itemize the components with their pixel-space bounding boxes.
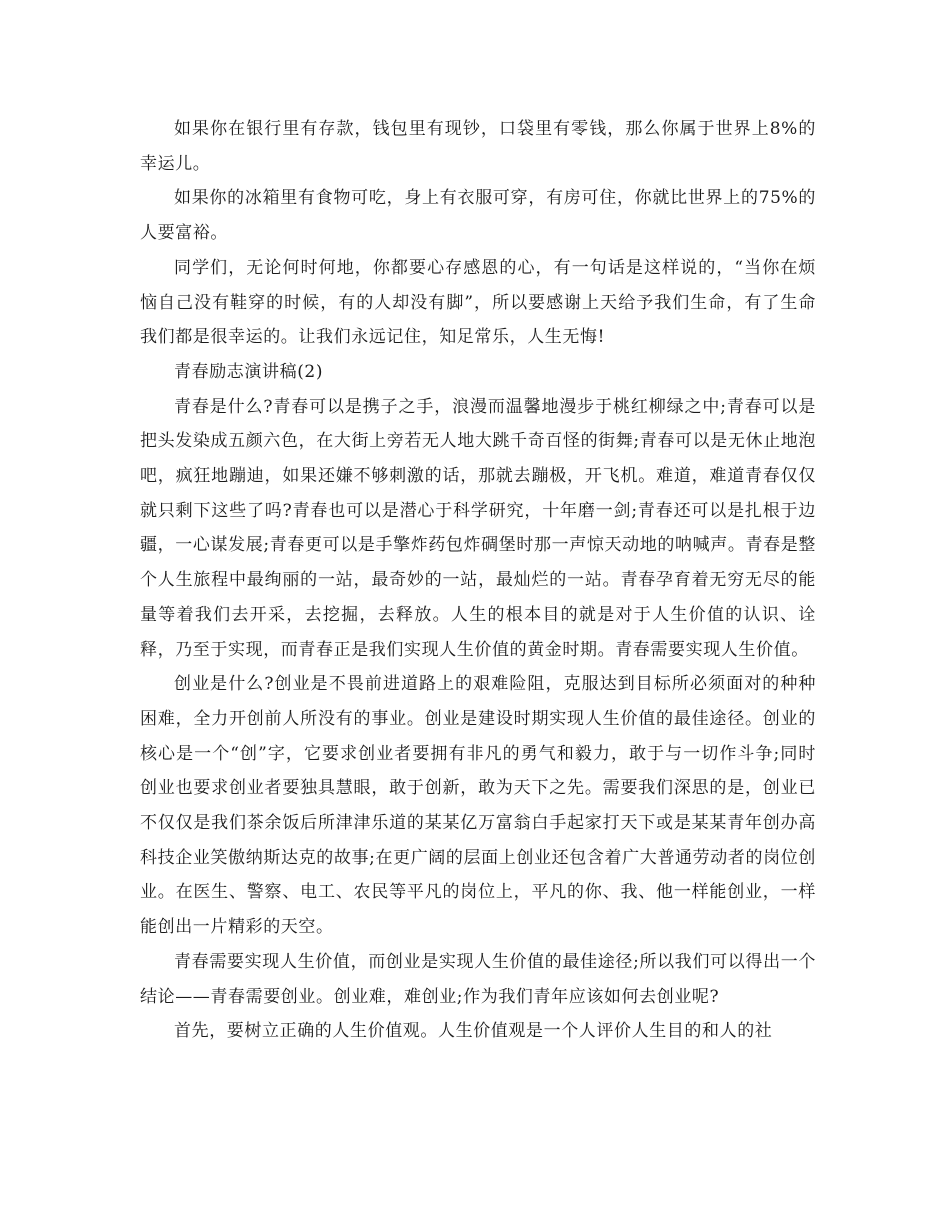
paragraph-gratitude: 同学们，无论何时何地，你都要心存感恩的心，有一句话是这样说的，“当你在烦恼自己没有鞋穿的时候，有的人却没有脚”，所以要感谢上天给予我们生命，有了生命我们都是很幸运的。让我们永远记住，知足常乐，人生无悔! bbox=[140, 257, 816, 348]
paragraph-youth: 青春是什么?青春可以是携子之手，浪漫而温馨地漫步于桃红柳绿之中;青春可以是把头发染成五颜六色，在大街上旁若无人地大跳千奇百怪的街舞;青春可以是无休止地泡吧，疯狂地蹦迪，如果还嫌不够刺激的话，那就去蹦极，开飞机。难道，难道青春仅仅就只剩下这些了吗?青春也可以是潜心于科学研究，十年磨一剑;青春还可以是扎根于边疆，一心谋发展;青春更可以是手擎炸药包炸碉堡时那一声惊天动地的呐喊声。青春是整个人生旅程中最绚丽的一站，最奇妙的一站，最灿烂的一站。青春孕育着无穷无尽的能量等着我们去开采，去挖掘，去释放。人生的根本目的就是对于人生价值的认识、诠释，乃至于实现，而青春正是我们实现人生价值的黄金时期。青春需要实现人生价值。 bbox=[140, 396, 816, 660]
paragraph-conclusion: 青春需要实现人生价值，而创业是实现人生价值的最佳途径;所以我们可以得出一个结论——青春需要创业。创业难，难创业;作为我们青年应该如何去创业呢? bbox=[140, 951, 816, 1007]
paragraph-entrepreneurship: 创业是什么?创业是不畏前进道路上的艰难险阻，克服达到目标所必须面对的种种困难，全力开创前人所没有的事业。创业是建设时期实现人生价值的最佳途径。创业的核心是一个“创”字，它要求创业者要拥有非凡的勇气和毅力，敢于与一切作斗争;同时创业也要求创业者要独具慧眼，敢于创新，敢为天下之先。需要我们深思的是，创业已不仅仅是我们茶余饭后所津津乐道的某某亿万富翁白手起家打天下或是某某青年创办高科技企业笑傲纳斯达克的故事;在更广阔的层面上创业还包含着广大普通劳动者的岗位创业。在医生、警察、电工、农民等平凡的岗位上，平凡的你、我、他一样能创业，一样能创出一片精彩的天空。 bbox=[140, 674, 816, 938]
paragraph-first-step: 首先，要树立正确的人生价值观。人生价值观是一个人评价人生目的和人的社 bbox=[174, 1021, 773, 1042]
section-heading: 青春励志演讲稿(2) bbox=[174, 361, 324, 382]
paragraph-wealth: 如果你的冰箱里有食物可吃，身上有衣服可穿，有房可住，你就比世界上的75%的人要富裕。 bbox=[140, 188, 816, 244]
paragraph-lucky: 如果你在银行里有存款，钱包里有现钞，口袋里有零钱，那么你属于世界上8%的幸运儿。 bbox=[140, 119, 816, 174]
document-page bbox=[140, 112, 816, 1049]
